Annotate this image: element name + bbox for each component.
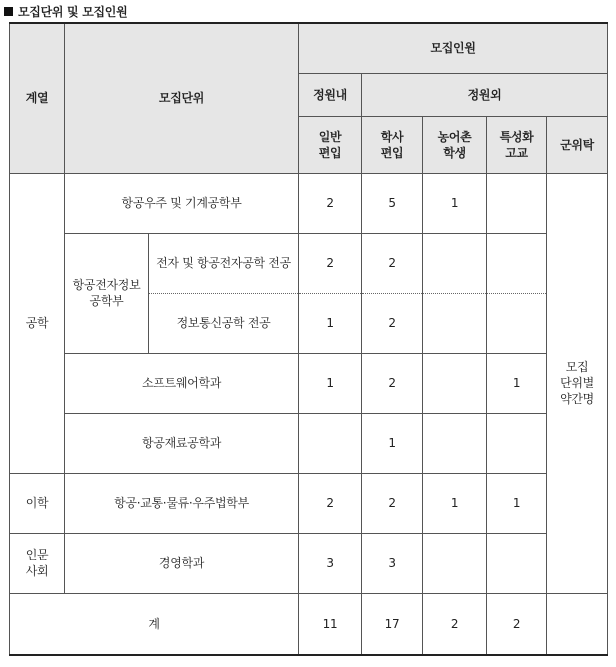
bachelor-count: 2 <box>362 233 423 293</box>
header-rural-student: 농어촌 학생 <box>423 116 487 173</box>
general-count: 1 <box>299 293 362 353</box>
unit-name: 정보통신공학 전공 <box>149 293 299 353</box>
rural-count <box>423 413 487 473</box>
bachelor-count: 3 <box>362 533 423 593</box>
unit-name: 경영학과 <box>65 533 299 593</box>
header-general-transfer: 일반 편입 <box>299 116 362 173</box>
section-title-text: 모집단위 및 모집인원 <box>18 5 128 19</box>
table-row <box>10 413 608 473</box>
table-row <box>10 533 608 593</box>
general-count: 1 <box>299 353 362 413</box>
unit-name: 소프트웨어학과 <box>65 353 299 413</box>
field-humanities: 인문 사회 <box>10 533 65 593</box>
header-unit: 모집단위 <box>65 23 299 173</box>
vocational-count <box>487 533 547 593</box>
vocational-count <box>487 413 547 473</box>
vocational-count <box>487 233 547 293</box>
header-vocational-school: 특성화 고교 <box>487 116 547 173</box>
table-row <box>10 173 608 233</box>
rural-count <box>423 233 487 293</box>
header-in-quota: 정원내 <box>299 73 362 116</box>
total-military <box>547 593 608 655</box>
square-bullet-icon <box>4 7 13 16</box>
rural-count: 1 <box>423 173 487 233</box>
unit-name: 전자 및 항공전자공학 전공 <box>149 233 299 293</box>
total-rural: 2 <box>423 593 487 655</box>
total-row <box>10 593 608 655</box>
general-count: 3 <box>299 533 362 593</box>
rural-count <box>423 533 487 593</box>
total-general: 11 <box>299 593 362 655</box>
header-military: 군위탁 <box>547 116 608 173</box>
unit-name: 항공재료공학과 <box>65 413 299 473</box>
bachelor-count: 5 <box>362 173 423 233</box>
general-count: 2 <box>299 473 362 533</box>
section-title <box>4 2 127 22</box>
vocational-count: 1 <box>487 473 547 533</box>
unit-name: 항공·교통·물류·우주법학부 <box>65 473 299 533</box>
total-bachelor: 17 <box>362 593 423 655</box>
bachelor-count: 2 <box>362 293 423 353</box>
table-row <box>10 233 608 293</box>
vocational-count <box>487 173 547 233</box>
bachelor-count: 2 <box>362 473 423 533</box>
rural-count <box>423 353 487 413</box>
field-science: 이학 <box>10 473 65 533</box>
header-bachelor-transfer: 학사 편입 <box>362 116 423 173</box>
military-note: 모집 단위별 약간명 <box>547 173 608 593</box>
general-count: 2 <box>299 233 362 293</box>
bachelor-count: 2 <box>362 353 423 413</box>
bachelor-count: 1 <box>362 413 423 473</box>
table-row <box>10 473 608 533</box>
header-out-quota: 정원외 <box>362 73 608 116</box>
quota-table <box>9 22 608 656</box>
header-field: 계열 <box>10 23 65 173</box>
general-count: 2 <box>299 173 362 233</box>
unit-name: 항공우주 및 기계공학부 <box>65 173 299 233</box>
general-count <box>299 413 362 473</box>
unit-group: 항공전자정보 공학부 <box>65 233 149 353</box>
rural-count <box>423 293 487 353</box>
total-vocational: 2 <box>487 593 547 655</box>
field-engineering: 공학 <box>10 173 65 473</box>
rural-count: 1 <box>423 473 487 533</box>
vocational-count: 1 <box>487 353 547 413</box>
vocational-count <box>487 293 547 353</box>
total-label: 계 <box>10 593 299 655</box>
header-quota: 모집인원 <box>299 23 608 73</box>
table-row <box>10 353 608 413</box>
